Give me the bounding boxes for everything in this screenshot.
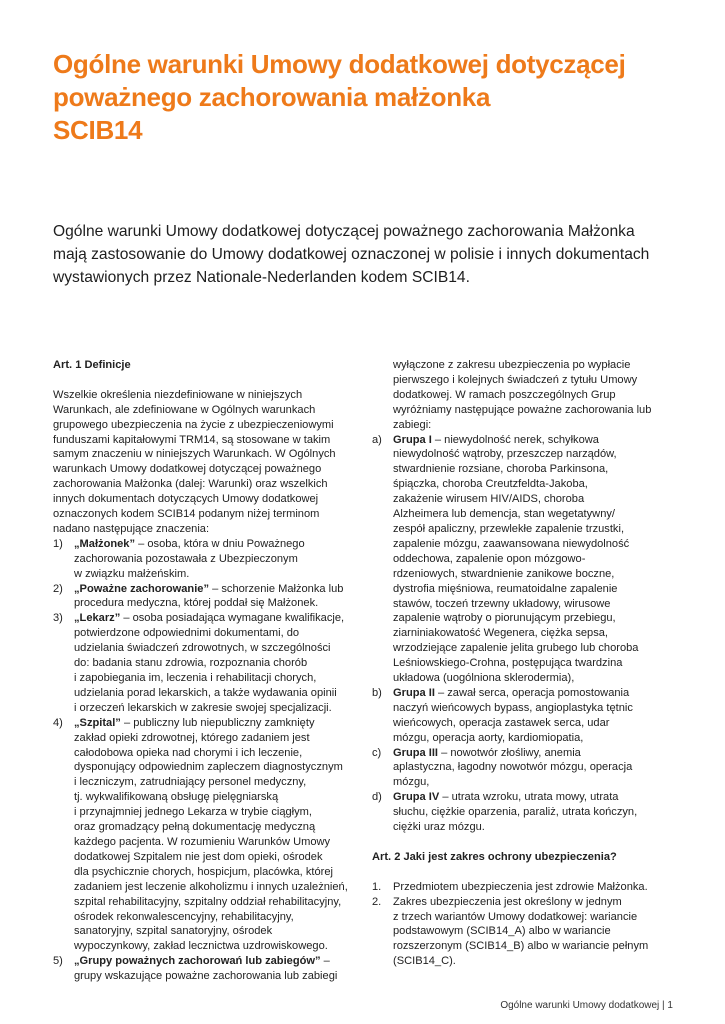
definition-text: szpital rehabilitacyjny, szpitalny oddział rehabilitacyjny, [74, 895, 342, 908]
definition-powazne-zachorowanie [53, 582, 358, 612]
group-text: aplastyczna, łagodny nowotwór mózgu, operacja [393, 761, 633, 774]
group-text: Alzheimera lub demencja, stan wegetatywny/ [393, 508, 615, 521]
art1-intro-line: Warunkach, ale zdefiniowane w Ogólnych warunkach [53, 403, 316, 416]
art1-intro-line: Wszelkie określenia niezdefiniowane w niniejszych [53, 388, 303, 401]
definition-text: i orzeczeń lekarskich w zakresie swojej specjalizacji. [74, 701, 332, 714]
definition-term: „Grupy poważnych zachorowań lub zabiegów” [74, 955, 321, 968]
item-number: 1. [372, 880, 382, 893]
definition-text: każdego pacjenta. W rozumieniu Warunków Umowy [74, 835, 331, 848]
definition-text: wyróżniamy następujące poważne zachorowania lub [393, 403, 652, 416]
definition-text: i leczniczym, zatrudniający personel medyczny, [74, 776, 307, 789]
group-text: układowa (uogólniona sklerodermia), [393, 672, 575, 685]
group-3 [372, 746, 677, 791]
intro-line: wystawionych przez Nationale-Nederlanden kodem SCIB14. [53, 269, 470, 286]
definition-text: całodobowa opieka nad chorymi i ich leczenie, [74, 746, 303, 759]
art1-heading: Art. 1 Definicje [53, 359, 131, 371]
group-text: ciężki uraz mózgu. [393, 821, 485, 834]
intro-line: Ogólne warunki Umowy dodatkowej dotyczącej poważnego zachorowania Małżonka [53, 223, 635, 240]
art1-intro-line: zachorowania Małżonka (dalej: Warunki) oraz wszelkich [53, 478, 328, 491]
definition-grupy [53, 954, 358, 984]
group-text: zakażenie wirusem HIV/AIDS, choroba [393, 493, 585, 506]
definition-term: „Lekarz” [74, 612, 121, 625]
definition-text: udzielania porad lekarskich, a także wydawania opinii [74, 686, 337, 699]
definition-text: – schorzenie Małżonka lub [209, 582, 344, 595]
definition-text: zabiegi: [393, 418, 432, 431]
definition-term: „Poważne zachorowanie” [74, 582, 210, 595]
definition-number: 1) [53, 537, 63, 550]
group-text: dystrofia mięśniowa, reumatoidalne zapalenie [393, 582, 618, 595]
group-letter: d) [372, 791, 382, 804]
group-text: rdzeniowych, stwardnienie zanikowe boczne, [393, 567, 615, 580]
right-column [372, 358, 677, 969]
group-text: wrzodziejące zapalenie jelita grubego lub choroba [393, 642, 639, 655]
group-text: naczyń wieńcowych bypass, angioplastyka tętnic [393, 701, 633, 714]
group-letter: a) [372, 433, 382, 446]
definition-text: wyłączone z zakresu ubezpieczenia po wypłacie [393, 359, 631, 371]
item-text: Zakres ubezpieczenia jest określony w jednym [393, 895, 622, 908]
group-4 [372, 790, 677, 835]
document-title [53, 48, 673, 147]
definition-term: „Małżonek” [74, 537, 136, 550]
definition-szpital [53, 716, 358, 955]
definition-text: wypoczynkowy, zakład lecznictwa uzdrowiskowego. [74, 940, 328, 953]
group-text: – zawał serca, operacja pomostowania [434, 686, 630, 699]
definition-text: – publiczny lub niepubliczny zamknięty [120, 716, 315, 729]
item-text: Przedmiotem ubezpieczenia jest zdrowie Małżonka. [393, 880, 648, 893]
group-text: mózgu, [393, 776, 430, 789]
definition-number: 4) [53, 716, 63, 729]
group-text: ziarniniakowatość Wegenera, ciężka sepsa, [393, 627, 609, 640]
art2-item-2 [372, 895, 677, 970]
group-text: wieńcowych, operacja zastawek serca, udar [393, 716, 610, 729]
definition-text: i przynajmniej jednego Lekarza w trybie ciągłym, [74, 806, 313, 819]
group-text: zespół apaliczny, przewlekłe zapalenie trzustki, [393, 522, 625, 535]
group-text: oddechowa, zapalenie opon mózgowo- [393, 552, 586, 565]
definition-text: dodatkowej Szpitalem nie jest dom opieki, ośrodek [74, 850, 323, 863]
group-letter: c) [372, 746, 382, 759]
intro-line: mają zastosowanie do Umowy dodatkowej oznaczonej w polisie i innych dokumentach [53, 246, 650, 263]
group-text: stwardnienie rozsiane, choroba Parkinsona, [393, 463, 609, 476]
page-footer: Ogólne warunki Umowy dodatkowej | 1 [500, 1000, 673, 1011]
intro-paragraph [53, 220, 693, 289]
definition-number: 3) [53, 612, 63, 625]
group-text: słuchu, ciężkie oparzenia, paraliż, utrata kończyn, [393, 806, 638, 819]
definition-text: sanatoryjny, szpital sanatoryjny, ośrodek [74, 925, 273, 938]
definition-text: – [320, 955, 330, 968]
definition-malzonek [53, 537, 358, 582]
definition-text: tj. wykwalifikowaną obsługę pielęgniarską [74, 791, 279, 804]
art1-intro-line: funduszami kapitałowymi TRM14, są stosowane w takim [53, 433, 331, 446]
definition-number: 2) [53, 582, 63, 595]
group-text: śpiączka, choroba Creutzfeldta-Jakoba, [393, 478, 588, 491]
definition-text: w związku małżeńskim. [74, 567, 190, 580]
definition-text: – osoba, która w dniu Poważnego [135, 537, 305, 550]
group-letter: b) [372, 686, 382, 699]
definition-text: zakład opieki zdrowotnej, którego zadaniem jest [74, 731, 310, 744]
group-text: – nowotwór złośliwy, anemia [438, 746, 581, 759]
item-text: rozszerzonym (SCIB14_B) albo w wariancie pełnym [393, 940, 649, 953]
group-text: – niewydolność nerek, schyłkowa [431, 433, 599, 446]
title-line: Ogólne warunki Umowy dodatkowej dotyczącej [53, 49, 626, 79]
definition-lekarz [53, 611, 358, 715]
group-1 [372, 433, 677, 686]
art1-intro-line: samym znaczeniu w niniejszych Warunkach. W Ogólnych [53, 448, 336, 461]
art1-intro-line: oznaczonych kodem SCIB14 podanym niżej terminom [53, 508, 320, 521]
group-name: Grupa III [393, 746, 438, 759]
art2-item-1 [372, 880, 677, 895]
definition-text: – osoba posiadająca wymagane kwalifikacje, [120, 612, 345, 625]
group-text: zapalenie mózgu, zaawansowana niewydolność [393, 537, 630, 550]
art2-heading: Art. 2 Jaki jest zakres ochrony ubezpieczenia? [372, 850, 617, 863]
definition-text: ośrodek rekonwalescencyjny, rehabilitacyjny, [74, 910, 294, 923]
definition-text: oraz gromadzący pełną dokumentację medyczną [74, 821, 316, 834]
definition-text: i zapobiegania im, leczenia i rehabilitacji chorych, [74, 672, 317, 685]
definition-text: dla psychicznie chorych, hospicjum, placówka, której [74, 865, 333, 878]
group-name: Grupa I [393, 433, 432, 446]
art1-intro-line: nadano następujące znaczenia: [53, 522, 210, 535]
definition-text: procedura medyczna, której poddał się Małżonek. [74, 597, 319, 610]
left-column [53, 358, 358, 984]
definition-text: potwierdzone odpowiednimi dokumentami, do [74, 627, 300, 640]
definition-text: pierwszego i kolejnych świadczeń z tytułu Umowy [393, 373, 638, 386]
definition-grupy-continued [372, 358, 677, 433]
item-number: 2. [372, 895, 382, 908]
group-text: Leśniowskiego-Crohna, postępująca twardzina [393, 657, 623, 670]
group-text: niewydolność wątroby, przeszczep narządów, [393, 448, 617, 461]
group-text: – utrata wzroku, utrata mowy, utrata [439, 791, 619, 804]
art1-intro-line: warunkach Umowy dodatkowej dotyczącej poważnego [53, 463, 322, 476]
art1-intro-line: grupowego ubezpieczenia na życie z ubezpieczeniowymi [53, 418, 334, 431]
group-2 [372, 686, 677, 746]
definition-text: grupy wskazujące poważne zachorowania lub zabiegi [74, 970, 338, 983]
title-line: SCIB14 [53, 115, 143, 145]
definition-text: do: badania stanu zdrowia, rozpoznania chorób [74, 657, 308, 670]
definition-text: dodatkowej. W ramach poszczególnych Grup [393, 388, 616, 401]
group-name: Grupa IV [393, 791, 440, 804]
group-text: mózgu, operacja aorty, kardiomiopatia, [393, 731, 584, 744]
definition-text: zadaniem jest leczenie alkoholizmu i innych uzależnień, [74, 880, 348, 893]
group-text: stawów, toczeń trzewny układowy, wirusowe [393, 597, 611, 610]
definition-number: 5) [53, 955, 63, 968]
group-text: zapalenie wątroby o piorunującym przebiegu, [393, 612, 616, 625]
definition-text: zachorowania pozostawała z Ubezpieczonym [74, 552, 298, 565]
art1-intro [53, 388, 358, 537]
definition-term: „Szpital” [74, 716, 121, 729]
title-line: poważnego zachorowania małżonka [53, 82, 491, 112]
art1-intro-line: innych dokumentach dotyczących Umowy dodatkowej [53, 493, 319, 506]
group-name: Grupa II [393, 686, 435, 699]
definition-text: dysponujący odpowiednim zapleczem diagnostycznym [74, 761, 343, 774]
item-text: (SCIB14_C). [393, 955, 456, 968]
item-text: z trzech wariantów Umowy dodatkowej: wariancie [393, 910, 638, 923]
item-text: podstawowym (SCIB14_A) albo w wariancie [393, 925, 611, 938]
definition-text: udzielania świadczeń zdrowotnych, w szczególności [74, 642, 331, 655]
